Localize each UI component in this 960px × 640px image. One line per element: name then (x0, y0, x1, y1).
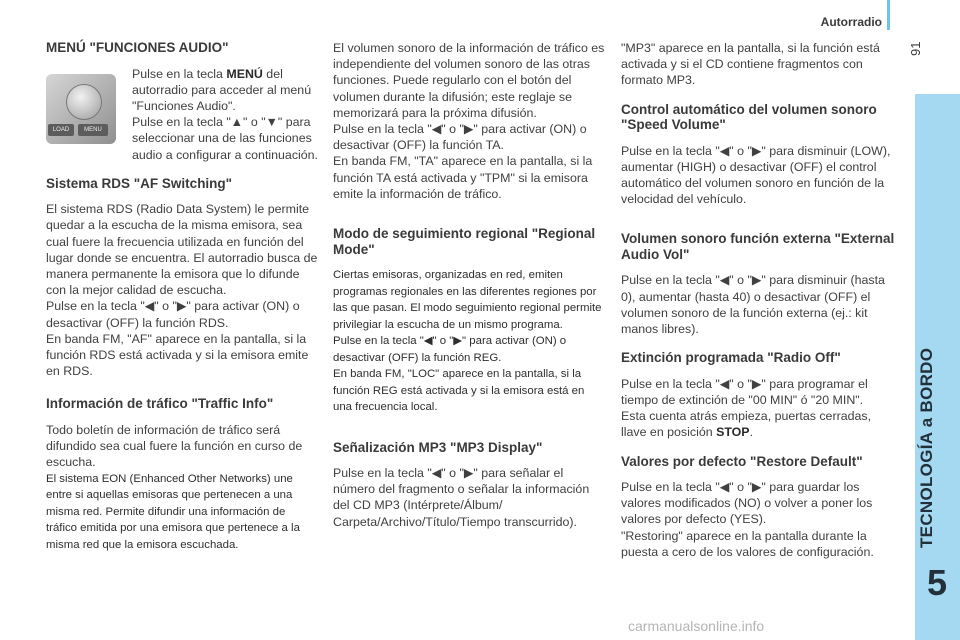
paragraph: Pulse en la tecla "◀" o "▶" para guardar los valores modificados (NO) o volver a poner los valores por defecto (YES). (621, 480, 873, 527)
paragraph: Pulse en la tecla "◀" o "▶" para programar el tiempo de extinción de "00 MIN" ó "20 MIN". (621, 376, 868, 407)
section-title-radio-off: Extinción programada "Radio Off" (621, 350, 841, 366)
paragraph: Pulse en la tecla "◀" o "▶" para activar (ON) o desactivar (OFF) la función RDS. (46, 299, 300, 330)
section-title-funciones-audio: MENÚ "FUNCIONES AUDIO" (46, 40, 229, 55)
section-title-restore-default: Valores por defecto "Restore Default" (621, 453, 863, 469)
section-title-external-audio: Volumen sonoro función externa "External Audio Vol" (621, 231, 895, 262)
section-title-rds: Sistema RDS "AF Switching" (46, 175, 233, 191)
paragraph: Pulse en la tecla "◀" o "▶" para disminuir (hasta 0), aumentar (hasta 40) o desactivar (OFF) el volumen sonoro de la función externa (ej.: kit manos libres). (621, 273, 885, 337)
column-3 (621, 40, 897, 560)
text-run: del autorradio para acceder al menú "Funciones Audio". (132, 66, 312, 113)
menu-instruction-text (132, 66, 318, 163)
chapter-side-label: TECNOLOGÍA a BORDO (917, 347, 936, 548)
paragraph: El sistema RDS (Radio Data System) le permite quedar a la escucha de la misma emisora, sea cual fuere la frecuencia utilizada en función del lugar donde se encuentra. El autorradio busca de manera permanente la emisora que lo difunde con la mejor calidad de escucha. (46, 202, 318, 298)
paragraph: Pulse en la tecla "◀" o "▶" para disminuir (LOW), aumentar (HIGH) o desactivar (OFF) el control automático del volumen sonoro en función de la velocidad del vehículo. (621, 143, 891, 207)
paragraph: En banda FM, "AF" aparece en la pantalla, si la función RDS está activada y si la emisora emite en RDS. (46, 331, 309, 379)
section-title-traffic-info: Información de tráfico "Traffic Info" (46, 396, 274, 412)
text-run: Esta cuenta atrás empieza, puertas cerradas, llave en posición (621, 409, 872, 440)
paragraph: El volumen sonoro de la información de tráfico es independiente del volumen sonoro de las otras funciones. Puede regularlo con el botón del volumen durante la difusión; este reglaje se memorizará para la próxima difusión. (333, 41, 605, 120)
paragraph: En banda FM, "TA" aparece en la pantalla, si la función TA está activada y "TPM" si la emisora emite la información de tráfico. (333, 154, 593, 201)
paragraph: Todo boletín de información de tráfico será difundido sea cual fuere la función en curso de escucha. (46, 422, 303, 470)
paragraph: "Restoring" aparece en la pantalla durante la puesta a cero de los valores de configuración. (621, 528, 874, 559)
paragraph (132, 66, 318, 115)
column-1 (46, 40, 318, 553)
paragraph (621, 408, 897, 440)
paragraph: Pulse en la tecla "◀" o "▶" para activar (ON) o desactivar (OFF) la función REG. (333, 335, 567, 364)
paragraph: El sistema EON (Enhanced Other Networks) une entre si aquellas emisoras que pertenecen a una misma red. Permite difundir una información de tráfico emitida por una emisora que pertenece a la misma red que la emisora escuchada. (46, 472, 300, 551)
paragraph: Pulse en la tecla "▲" o "▼" para seleccionar una de las funciones audio a configurar a continuación. (132, 115, 318, 162)
section-title-mp3-display: Señalización MP3 "MP3 Display" (333, 439, 543, 455)
paragraph: Ciertas emisoras, organizadas en red, emiten programas regionales en las diferentes regiones por las que pasan. El modo seguimiento regional permite privilegiar la escucha de un mismo programa. (333, 269, 602, 331)
text-run: . (749, 425, 754, 440)
header-accent-bar (887, 0, 890, 30)
navigation-knob-icon (66, 84, 102, 120)
key-name: STOP (716, 425, 750, 440)
running-header: Autorradio (820, 15, 882, 29)
menu-button-icon: MENU (78, 124, 108, 136)
paragraph: "MP3" aparece en la pantalla, si la función está activada y si el CD contiene fragmentos con formato MP3. (621, 41, 880, 88)
watermark: carmanualsonline.info (628, 618, 765, 634)
page-number: 91 (908, 41, 923, 56)
chapter-number: 5 (926, 562, 948, 603)
paragraph: En banda FM, "LOC" aparece en la pantalla, si la función REG está activada y si la emisora está en una frecuencia local. (333, 368, 585, 414)
menu-instruction-row (46, 66, 318, 163)
key-name: MENÚ (226, 66, 263, 81)
text-run: Pulse en la tecla (132, 66, 227, 81)
paragraph: Pulse en la tecla "◀" o "▶" para activar (ON) o desactivar (OFF) la función TA. (333, 122, 587, 153)
column-2 (333, 40, 605, 530)
paragraph: Pulse en la tecla "◀" o "▶" para señalar el número del fragmento o señalar la información del CD MP3 (Intérprete/Álbum/ Carpeta/Archivo/Título/Tiempo transcurrido). (333, 466, 590, 529)
section-title-speed-volume: Control automático del volumen sonoro "Speed Volume" (621, 101, 877, 133)
load-button-icon: LOAD (48, 124, 74, 136)
section-title-regional-mode: Modo de seguimiento regional "Regional Mode" (333, 226, 596, 257)
radio-controls-image (46, 74, 116, 144)
